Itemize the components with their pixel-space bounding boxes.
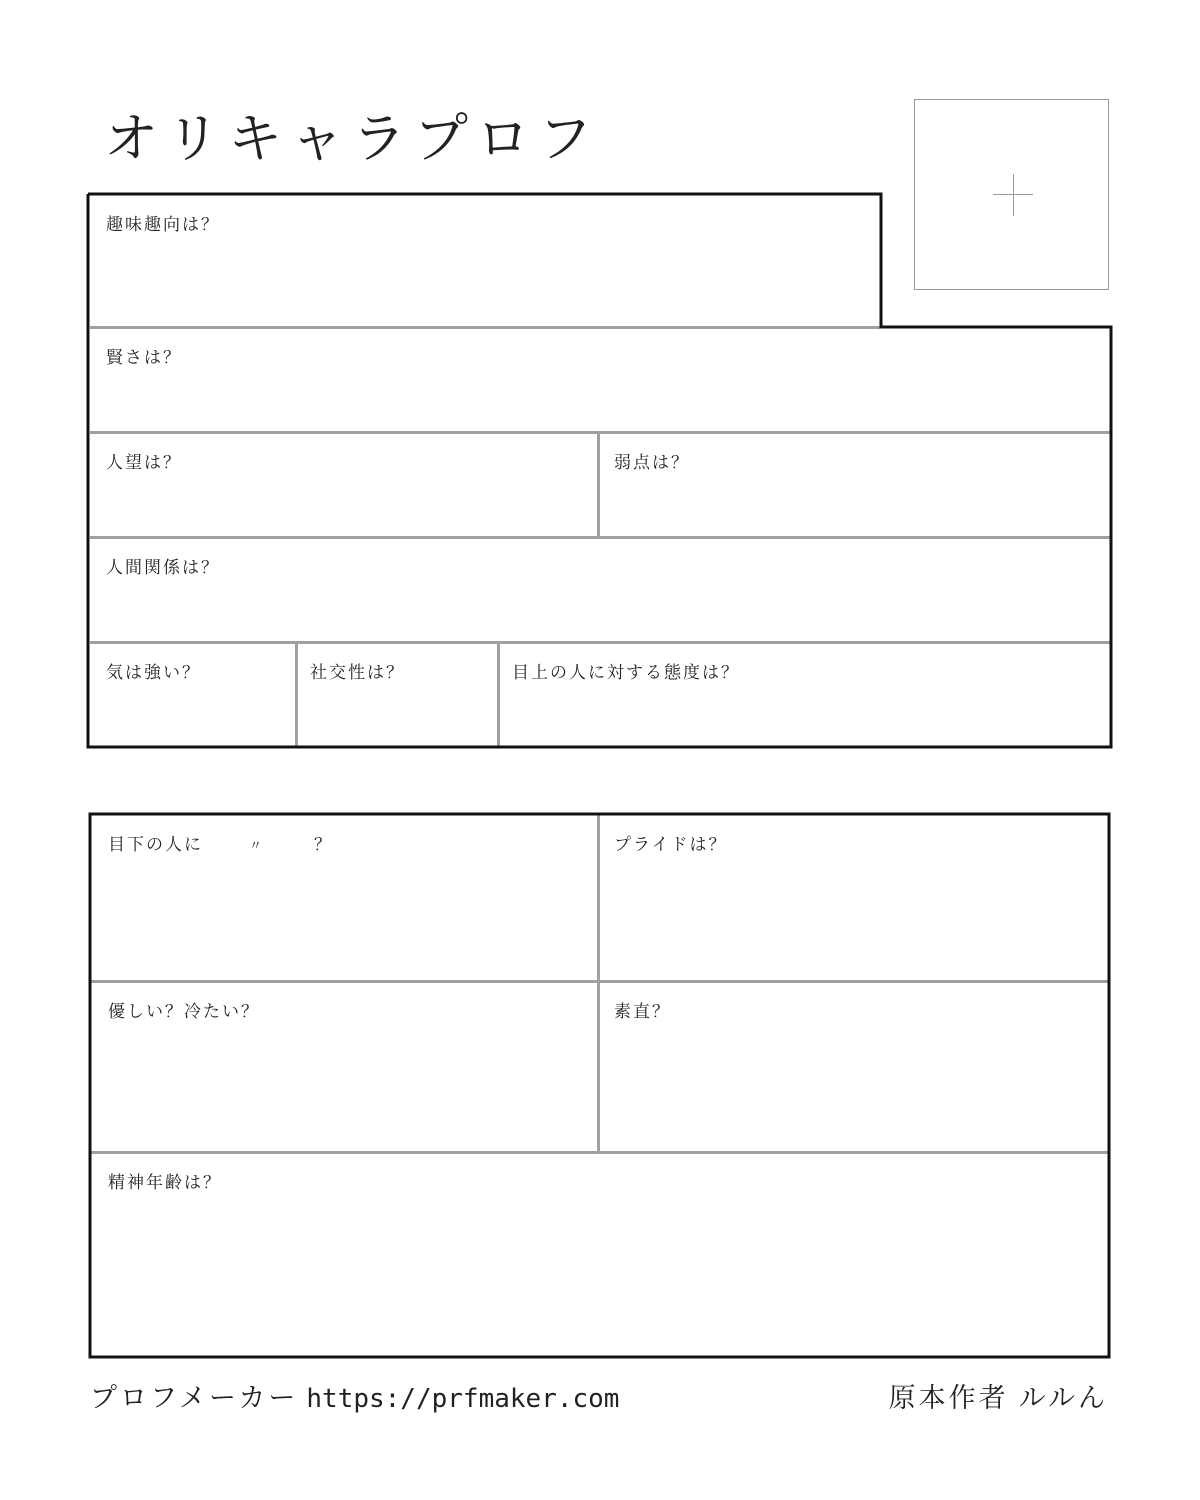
sociability-field[interactable] xyxy=(298,644,497,745)
maker-url-link[interactable]: https://prfmaker.com xyxy=(306,1384,620,1414)
weakness-field[interactable] xyxy=(600,434,1109,536)
photo-upload-box[interactable] xyxy=(914,99,1109,290)
kindness-field[interactable] xyxy=(92,983,597,1151)
attitude-juniors-prefix: 目下の人に xyxy=(108,835,203,855)
popularity-field[interactable] xyxy=(90,434,597,536)
attitude-juniors-suffix: ？ xyxy=(314,835,334,855)
attitude-juniors-field[interactable] xyxy=(92,816,597,980)
strong-will-field[interactable] xyxy=(90,644,295,745)
hobby-field[interactable] xyxy=(90,196,879,326)
attitude-superiors-label: 目上の人に対する態度は？ xyxy=(512,663,740,683)
kindness-label: 優しい？冷たい？ xyxy=(108,1002,260,1022)
relationships-field[interactable] xyxy=(90,539,1109,641)
page-title: オリキャラプロフ xyxy=(104,107,600,170)
author-label: 原本作者 xyxy=(888,1383,1009,1414)
author-name: ルルん xyxy=(1018,1383,1108,1414)
mental-age-field[interactable] xyxy=(92,1154,1109,1356)
pride-label: プライドは？ xyxy=(614,835,728,855)
honesty-field[interactable] xyxy=(600,983,1109,1151)
pride-field[interactable] xyxy=(600,816,1109,980)
smartness-label: 賢さは？ xyxy=(106,348,182,368)
hobby-label: 趣味趣向は？ xyxy=(106,215,220,235)
attitude-superiors-field[interactable] xyxy=(500,644,1109,745)
footer-maker xyxy=(90,1376,619,1415)
smartness-field[interactable] xyxy=(90,329,1109,431)
plus-icon-vertical xyxy=(1013,174,1014,216)
maker-label: プロフメーカー xyxy=(90,1383,299,1414)
attitude-juniors-label xyxy=(108,830,333,855)
relationships-label: 人間関係は？ xyxy=(106,558,220,578)
footer-author xyxy=(889,1376,1108,1415)
ditto-mark: 〃 xyxy=(249,839,265,854)
mental-age-label: 精神年齢は？ xyxy=(108,1173,222,1193)
weakness-label: 弱点は？ xyxy=(614,453,690,473)
strong-will-label: 気は強い？ xyxy=(106,663,201,683)
sociability-label: 社交性は？ xyxy=(310,663,405,683)
honesty-label: 素直？ xyxy=(614,1002,671,1022)
popularity-label: 人望は？ xyxy=(106,453,182,473)
